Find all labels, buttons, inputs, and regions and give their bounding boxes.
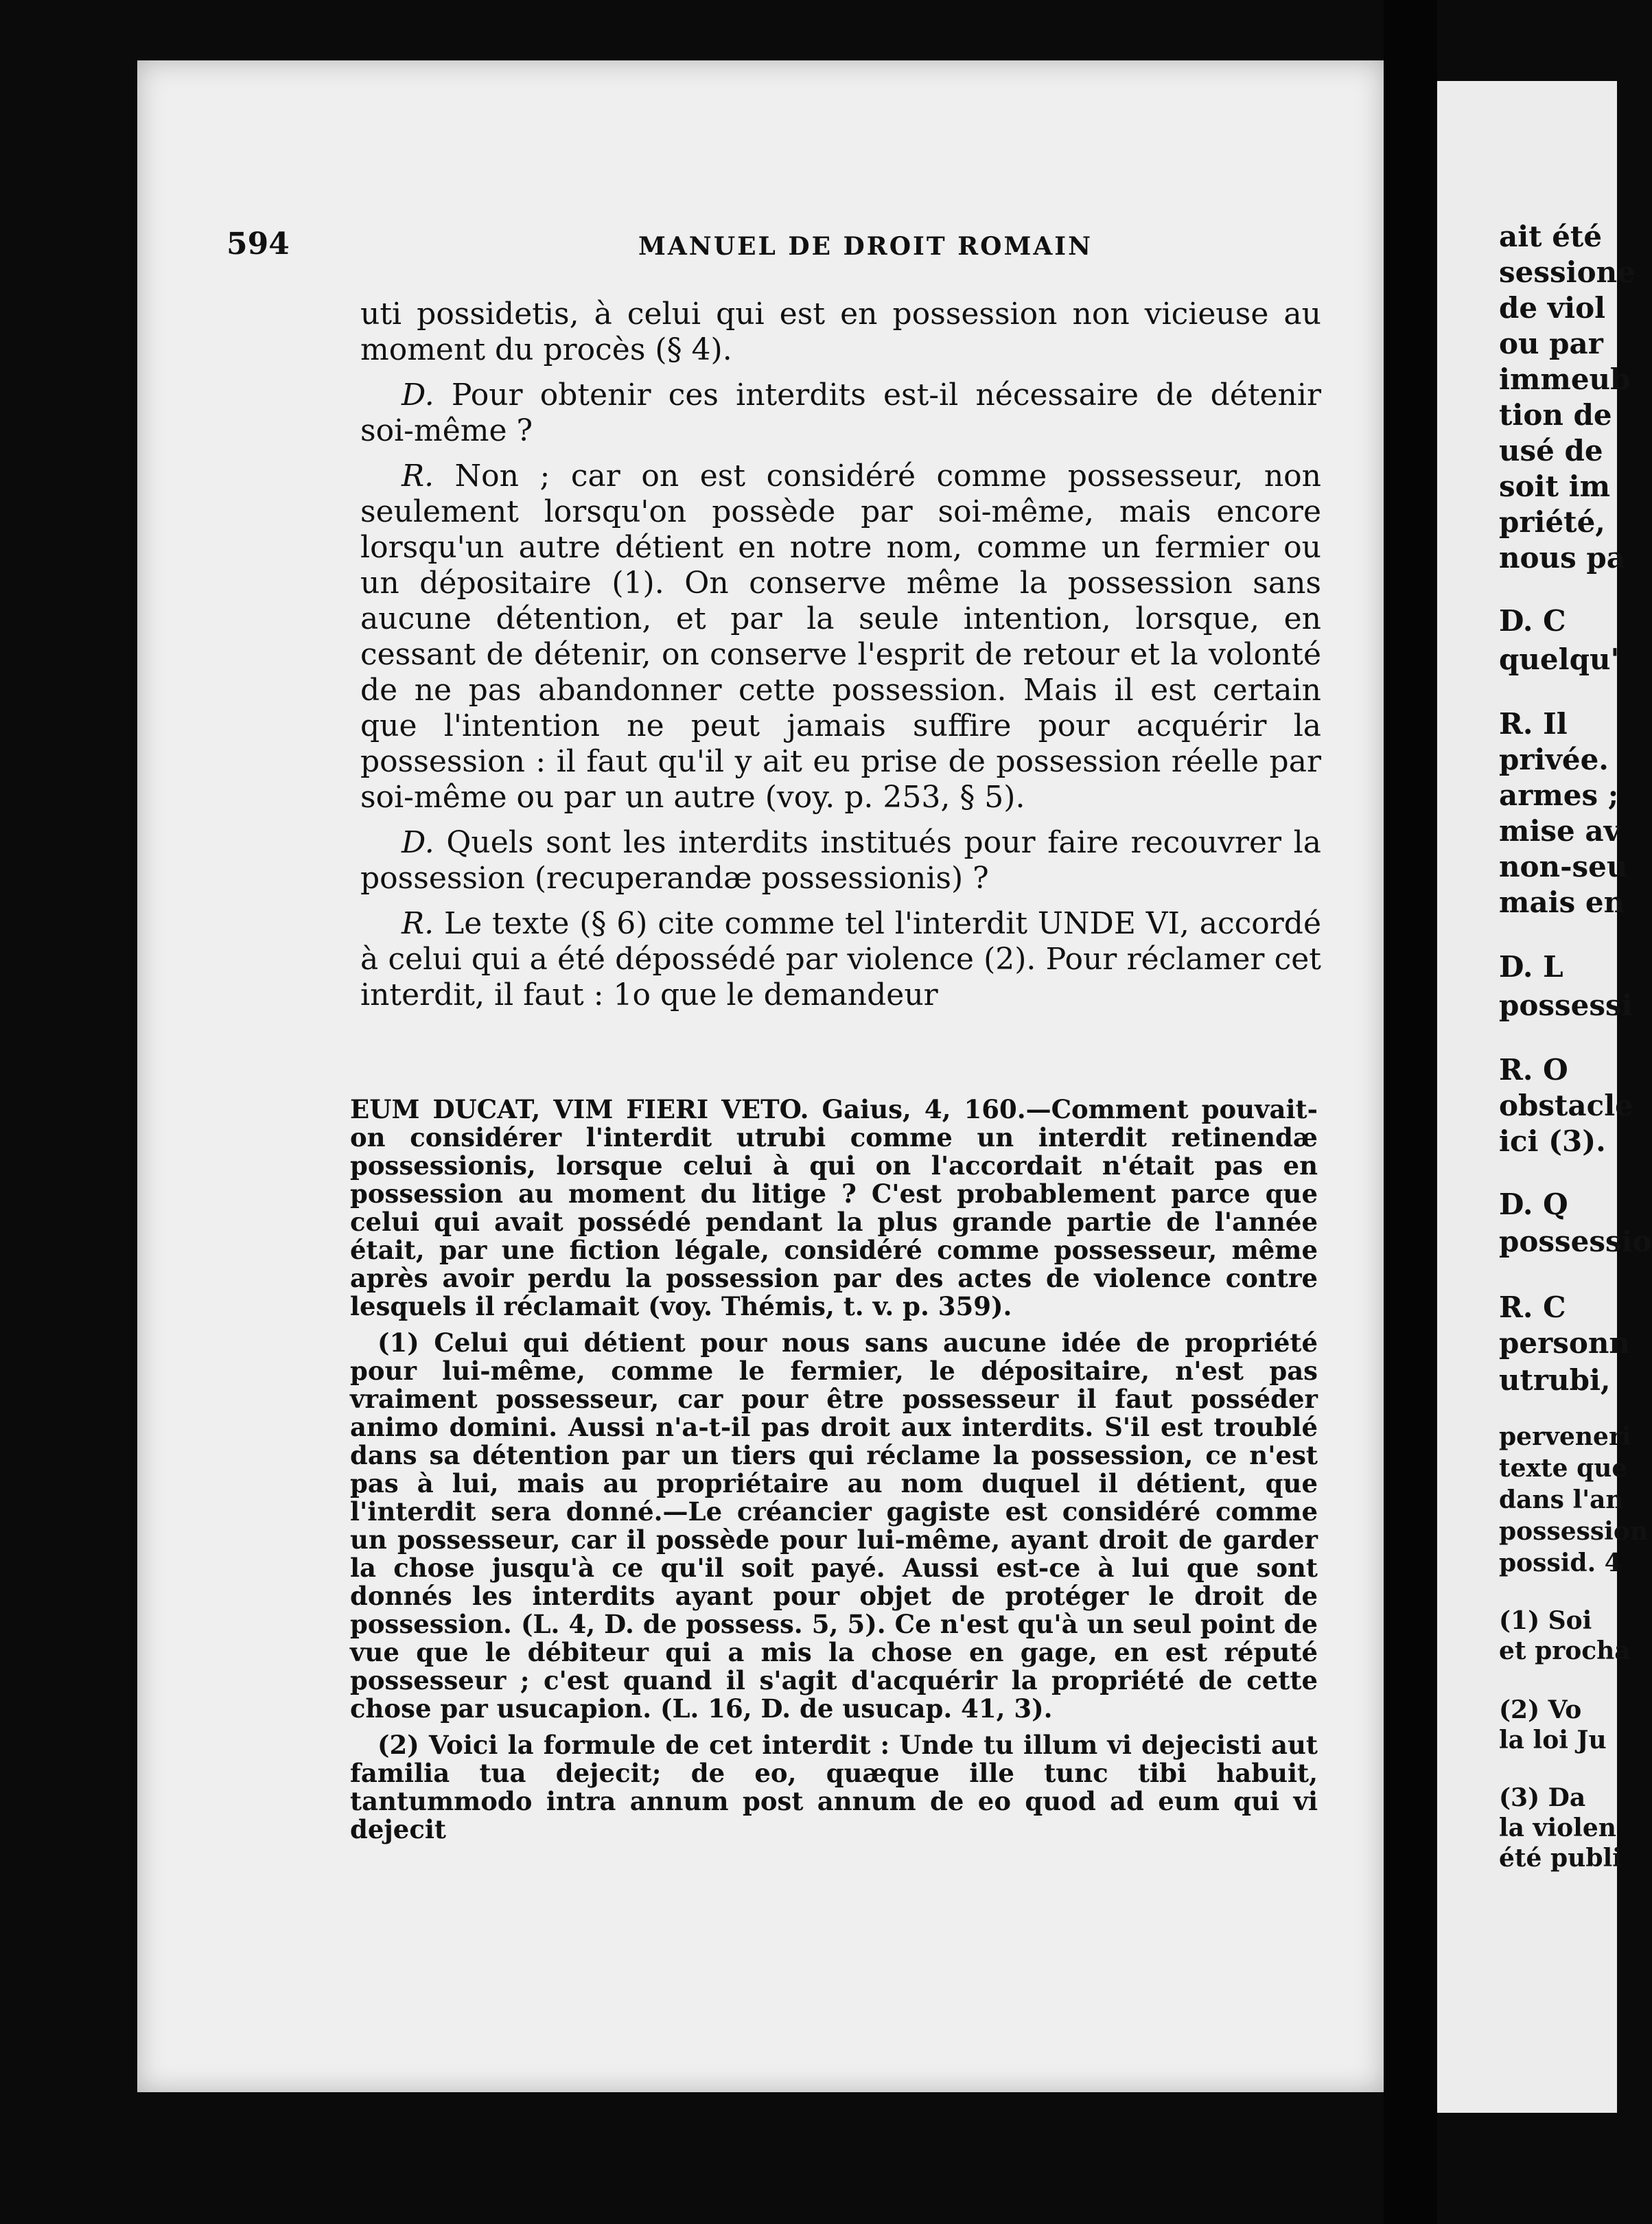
right-page-line: ait été — [1499, 220, 1603, 253]
right-page-line: R. O — [1499, 1053, 1568, 1087]
right-page-line: (1) Soi — [1499, 1606, 1592, 1635]
right-page-line: texte que — [1499, 1454, 1628, 1483]
book-gutter — [1384, 0, 1437, 2224]
page-number: 594 — [226, 227, 290, 262]
right-page-line: mais en — [1499, 885, 1625, 919]
footnote-2: (2) Voici la formule de cet interdit : Unde tu illum vi dejecisti aut familia tua dejecit; de eo, quæque ille tunc tibi habuit, tantummodo intra annum post annum de eo quod ad eum qui vi dejecit — [350, 1730, 1318, 1844]
right-page-line: privée. — [1499, 743, 1609, 776]
footnotes — [350, 1096, 1318, 1852]
right-page-line: possessio — [1499, 1225, 1652, 1258]
question-text: Quels sont les interdits institués pour faire recouvrer la possession (recuperandæ possessionis) ? — [360, 825, 1321, 896]
right-page-line: nous pa — [1499, 541, 1625, 575]
right-page-line: soit im — [1499, 470, 1611, 503]
right-page-line: la violen — [1499, 1814, 1616, 1842]
footnote-1: (1) Celui qui détient pour nous sans aucune idée de propriété pour lui-même, comme le fermier, le dépositaire, n'est pas vraiment possesseur, car pour être possesseur il faut posséder animo domini. Aussi n'a-t-il pas droit aux interdits. S'il est troublé dans sa détention par un tiers qui réclame la possession, ce n'est pas à lui, mais au propriétaire au nom duquel il détient, que l'interdit sera donné.—Le créancier gagiste est considéré comme un possesseur, car il possède pour lui-même, ayant droit de garder la chose jusqu'à ce qu'il soit payé. Aussi est-ce à lui que sont donnés les interdits ayant pour objet de protéger le droit de possession. (L. 4, D. de possess. 5, 5). Ce n'est qu'à un seul point de vue que le débiteur qui a mis la chose en gage, en est réputé possesseur ; c'est quand il s'agit d'acquérir la propriété de cette chose par usucapion. (L. 16, D. de usucap. 41, 3). — [350, 1328, 1318, 1724]
right-page-line: non-seu — [1499, 850, 1628, 883]
right-page-line: R. Il — [1499, 707, 1568, 741]
right-page-line: la loi Ju — [1499, 1726, 1607, 1754]
right-page-line: de viol — [1499, 291, 1606, 325]
question-label: D. — [402, 378, 434, 413]
running-title: MANUEL DE DROIT ROMAIN — [638, 232, 1093, 261]
right-page-line: armes ; — [1499, 778, 1619, 812]
answer-2 — [360, 906, 1321, 1013]
right-page-line: tion de — [1499, 398, 1612, 432]
paragraph-1: uti possidetis, à celui qui est en possession non vicieuse au moment du procès (§ 4). — [360, 297, 1321, 367]
right-page-line: possession — [1499, 1517, 1649, 1546]
right-page-line: mise av — [1499, 814, 1621, 848]
right-page-line: obstacle — [1499, 1089, 1633, 1122]
question-text: Pour obtenir ces interdits est-il nécessaire de détenir soi-même ? — [360, 378, 1321, 448]
right-page-line: priété, — [1499, 505, 1605, 539]
right-page-line: utrubi, — [1499, 1363, 1611, 1397]
right-page-line: ici (3). — [1499, 1124, 1606, 1158]
answer-text: Non ; car on est considéré comme possesseur, non seulement lorsqu'on possède par soi-même, mais encore lorsqu'un autre détient en notre nom, comme un fermier ou un dépositaire (1). On conserve même la possession sans aucune détention, et par la seule intention, lorsque, en cessant de détenir, on conserve l'esprit de retour et la volonté de ne pas abandonner cette possession. Mais il est certain que l'intention ne peut jamais suffire pour acquérir la possession : il faut qu'il y ait eu prise de possession réelle par soi-même ou par un autre (voy. p. 253, § 5). — [360, 459, 1321, 815]
right-page-line: perveneri — [1499, 1422, 1631, 1451]
question-label: D. — [402, 825, 434, 860]
answer-label: R. — [402, 906, 434, 941]
right-page-line: été publi — [1499, 1844, 1622, 1873]
right-page-line: possid. 4 — [1499, 1549, 1622, 1577]
right-page-line: (3) Da — [1499, 1783, 1586, 1812]
answer-text: Le texte (§ 6) cite comme tel l'interdit UNDE VI, accordé à celui qui a été dépossédé par violence (2). Pour réclamer cet interdit, il faut : 1o que le demandeur — [360, 906, 1321, 1012]
page-header — [226, 227, 1325, 275]
right-page-line: D. Q — [1499, 1188, 1568, 1221]
question-2 — [360, 825, 1321, 896]
right-page-line: quelqu' — [1499, 642, 1620, 676]
question-1 — [360, 378, 1321, 449]
right-page-line: personn — [1499, 1326, 1630, 1360]
right-page-fragment — [1437, 81, 1652, 2113]
answer-1 — [360, 459, 1321, 815]
right-page-line: immeub — [1499, 362, 1631, 396]
right-page-line: sessione — [1499, 255, 1636, 289]
right-page-line: D. C — [1499, 604, 1566, 638]
right-page-line: R. C — [1499, 1290, 1566, 1324]
right-page-line: D. L — [1499, 950, 1563, 984]
main-text — [360, 297, 1321, 1023]
right-page-line: (2) Vo — [1499, 1695, 1582, 1724]
right-page-line: possessi — [1499, 988, 1633, 1022]
right-page-line: usé de — [1499, 434, 1603, 467]
right-page-line: dans l'an — [1499, 1485, 1624, 1514]
right-page-line: et procha — [1499, 1636, 1631, 1665]
footnote-continuation: EUM DUCAT, VIM FIERI VETO. Gaius, 4, 160.—Comment pouvait-on considérer l'interdit utrubi comme un interdit retinendæ possessionis, lorsque celui à qui on l'accordait n'était pas en possession au moment du litige ? C'est probablement parce que celui qui avait possédé pendant la plus grande partie de l'année était, par une fiction légale, considéré comme possesseur, même après avoir perdu la possession par des actes de violence contre lesquels il réclamait (voy. Thémis, t. v. p. 359). — [350, 1094, 1318, 1321]
answer-label: R. — [402, 459, 434, 494]
right-page-line: ou par — [1499, 327, 1603, 360]
